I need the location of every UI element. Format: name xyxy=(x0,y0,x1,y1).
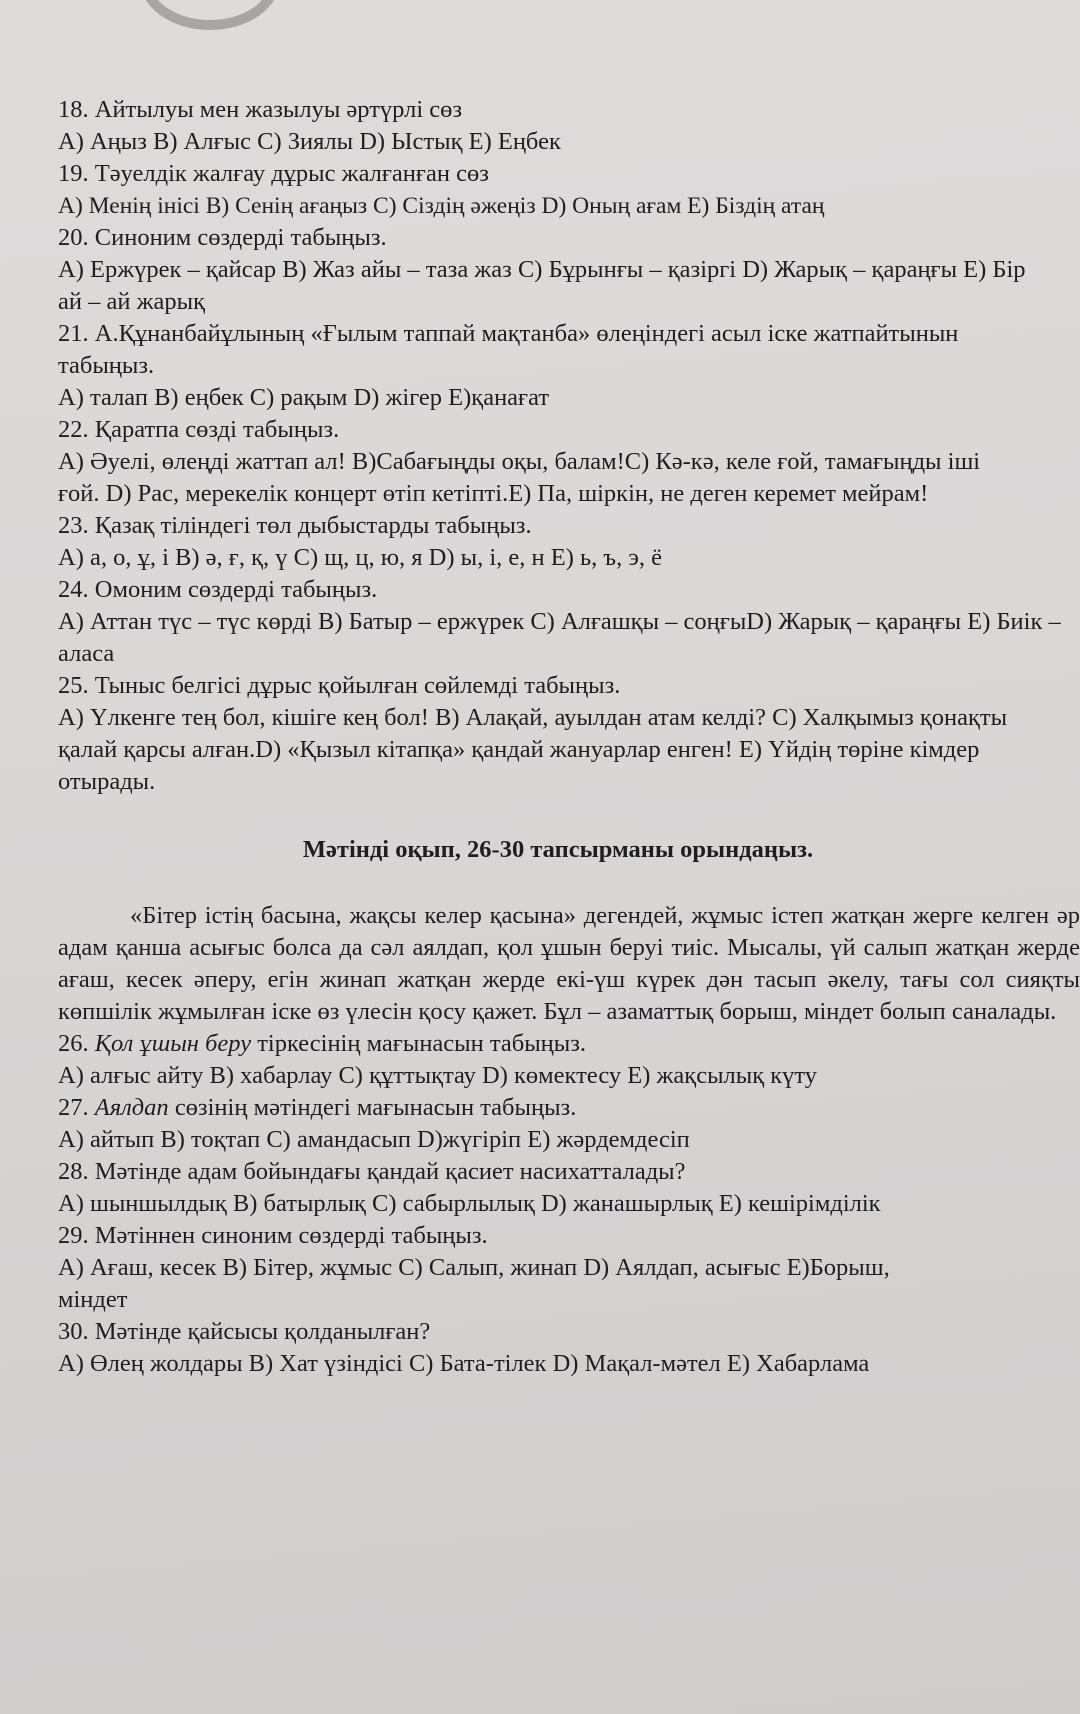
question-rest: тіркесінің мағынасын табыңыз. xyxy=(251,1030,587,1057)
question-26 xyxy=(58,1028,1068,1092)
question-text: 18. Айтылуы мен жазылуы әртүрлі сөз xyxy=(58,96,463,123)
question-19 xyxy=(58,158,1068,222)
answer-options: А) а, о, ұ, і В) ә, ғ, қ, ү С) щ, ц, ю, я D) ы, і, е, н Е) ь, ъ, э, ё xyxy=(58,544,662,571)
question-24 xyxy=(58,574,1068,670)
worksheet-content xyxy=(58,94,1080,1380)
question-27 xyxy=(58,1092,1068,1156)
answer-options: А) Ағаш, кесек В) Бітер, жұмыс С) Салып, жинап D) Аялдап, асығыс Е)Борыш, міндет xyxy=(58,1254,890,1313)
question-21 xyxy=(58,318,1068,414)
question-text: 20. Синоним сөздерді табыңыз. xyxy=(58,224,387,251)
section-title: Мәтінді оқып, 26-30 тапсырманы орындаңыз. xyxy=(302,836,814,863)
question-20 xyxy=(58,222,1068,318)
shadow-artifact xyxy=(140,0,280,30)
answer-options: А) Менің інісі В) Сенің ағаңыз С) Сіздің әжеңіз D) Оның ағам Е) Біздің атаң xyxy=(58,193,825,219)
answer-options: А) шыншылдық В) батырлық С) сабырлылық D) жанашырлық Е) кешірімділік xyxy=(58,1190,881,1217)
question-phrase: Аялдап xyxy=(94,1094,169,1121)
answer-options: А) Үлкенге тең бол, кішіге кең бол! В) Алақай, ауылдан атам келді? С) Халқымыз қонақты қалай қарсы алған.D) «Қызыл кітапқа» қандай жануарлар енген! Е) Үйдің төріне кімдер отырады. xyxy=(58,704,1008,795)
answer-options: А) талап В) еңбек С) рақым D) жігер Е)қанағат xyxy=(58,384,550,411)
question-text xyxy=(58,1092,1068,1124)
question-text: 25. Тыныс белгісі дұрыс қойылған сөйлемді табыңыз. xyxy=(58,672,621,699)
question-text: 22. Қаратпа сөзді табыңыз. xyxy=(58,416,340,443)
question-phrase: Қол ұшын беру xyxy=(94,1030,252,1057)
question-30 xyxy=(58,1316,1068,1380)
question-text: 24. Омоним сөздерді табыңыз. xyxy=(58,576,378,603)
question-text: 23. Қазақ тіліндегі төл дыбыстарды табыңыз. xyxy=(58,512,532,539)
answer-options: А) айтып В) тоқтап С) амандасып D)жүгіріп Е) жәрдемдесіп xyxy=(58,1126,690,1153)
question-text xyxy=(58,1028,1068,1060)
question-25 xyxy=(58,670,1068,798)
question-text: 29. Мәтіннен синоним сөздерді табыңыз. xyxy=(58,1222,488,1249)
question-29 xyxy=(58,1220,1068,1316)
answer-options: А) Өлең жолдары В) Хат үзіндісі С) Бата-тілек D) Мақал-мәтел Е) Хабарлама xyxy=(58,1350,870,1377)
question-text: 30. Мәтінде қайсысы қолданылған? xyxy=(58,1318,431,1345)
question-number: 27. xyxy=(58,1094,95,1121)
question-22 xyxy=(58,414,1068,510)
answer-options: А) Ержүрек – қайсар В) Жаз айы – таза жаз С) Бұрынғы – қазіргі D) Жарық – қараңғы Е) Бір ай – ай жарық xyxy=(58,256,1026,315)
reading-passage: «Бітер істің басына, жақсы келер қасына» дегендей, жұмыс істеп жатқан жерге келген әр адам қанша асығыс болса да сәл аялдап, қол ұшын беруі тиіс. Мысалы, үй салып жатқан жерде ағаш, кесек әперу, егін жинап жатқан жерде екі-үш күрек дән тасып әкелу, тағы сол сияқты көпшілік жұмылған іске өз үлесін қосу қажет. Бұл – азаматтық борыш, міндет болып саналады. xyxy=(58,902,1080,1025)
question-rest: сөзінің мәтіндегі мағынасын табыңыз. xyxy=(168,1094,577,1121)
question-text: 21. А.Құнанбайұлының «Ғылым таппай мақтанба» өлеңіндегі асыл іске жатпайтынын табыңыз. xyxy=(58,320,959,379)
question-text: 19. Тәуелдік жалғау дұрыс жалғанған сөз xyxy=(58,160,489,187)
answer-options: А) Аңыз В) Алғыс С) Зиялы D) Ыстық Е) Еңбек xyxy=(58,128,561,155)
question-28 xyxy=(58,1156,1068,1220)
answer-options: А) алғыс айту В) хабарлау С) құттықтау D) көмектесу Е) жақсылық күту xyxy=(58,1062,818,1089)
question-18 xyxy=(58,94,1068,158)
question-23 xyxy=(58,510,1068,574)
question-number: 26. xyxy=(58,1030,95,1057)
answer-options: А) Әуелі, өлеңді жаттап ал! В)Сабағыңды оқы, балам!С) Кә-кә, келе ғой, тамағыңды іші ғой. D) Рас, мерекелік концерт өтіп кетіпті.Е) Па, шіркін, не деген керемет мейрам! xyxy=(58,448,981,507)
answer-options: А) Аттан түс – түс көрді В) Батыр – ержүрек С) Алғашқы – соңғыD) Жарық – қараңғы Е) Биік – аласа xyxy=(58,608,1061,667)
question-text: 28. Мәтінде адам бойындағы қандай қасиет насихатталады? xyxy=(58,1158,686,1185)
